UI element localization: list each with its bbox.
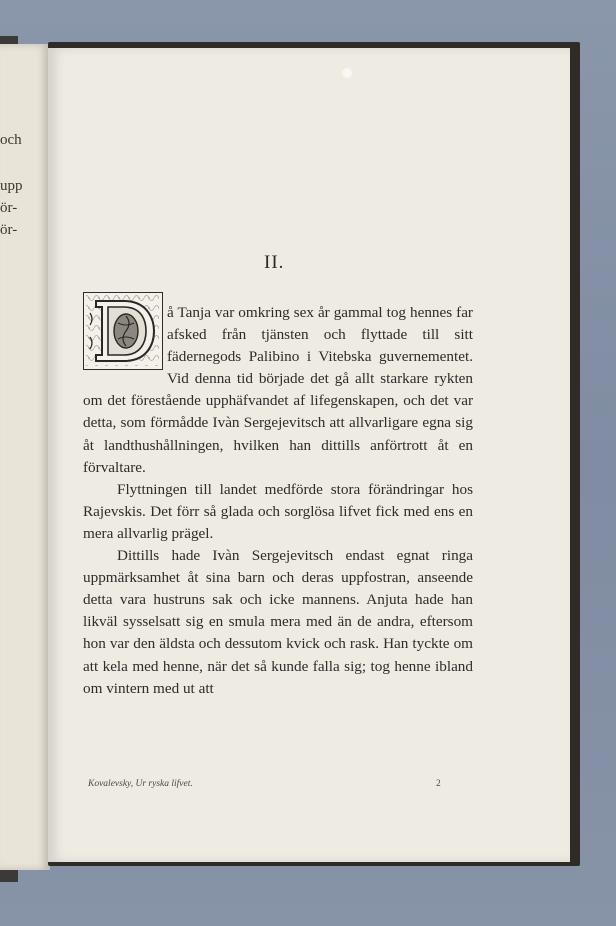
printer-signature: Kovalevsky, Ur ryska lifvet.	[88, 779, 193, 789]
signature-mark: 2	[436, 779, 441, 789]
paragraph: Dittills hade Ivàn Sergejevitsch endast egnat ringa uppmärksamhet åt sina barn och deras uppfostran, anseende detta vara hustruns sak och icke mannens. Anjuta hade han likväl sysselsatt sig en smula mera med än de andra, eftersom hon var den äldsta och dessutom kvick och rask. Han tyckte om att kela med henne, när det så kunde falla sig; tog henne ibland om vintern med ut att	[83, 547, 473, 697]
paragraph: å Tanja var omkring sex år gammal tog hennes far afsked från tjänsten och flyttade till sitt fädernegods Palibino i Vitebska guvernementet. Vid denna tid började det gå allt starkare rykten om det förestående upphäfvandet af lifegenskapen, och det var detta, som förmådde Ivàn Sergejevitsch att allvarligare egna sig åt landthushållningen, hvilken han dittills anförtrott åt en förvaltare.	[83, 304, 473, 476]
paragraph: Flyttningen till landet medförde stora förändringar hos Rajevskis. Det förr så glada och sorglösa lifvet fick med ens en mera allvarlig prägel.	[83, 480, 473, 542]
left-page-fragment: ör-	[0, 200, 18, 216]
body-text	[83, 302, 473, 700]
page-footer	[88, 779, 450, 793]
chapter-heading: II.	[264, 252, 285, 273]
left-page-fragment: ör-	[0, 222, 18, 238]
paper-spot	[342, 68, 352, 78]
left-page-fragment: upp	[0, 178, 23, 194]
left-page-fragment: och	[0, 132, 22, 148]
left-page	[0, 44, 50, 870]
